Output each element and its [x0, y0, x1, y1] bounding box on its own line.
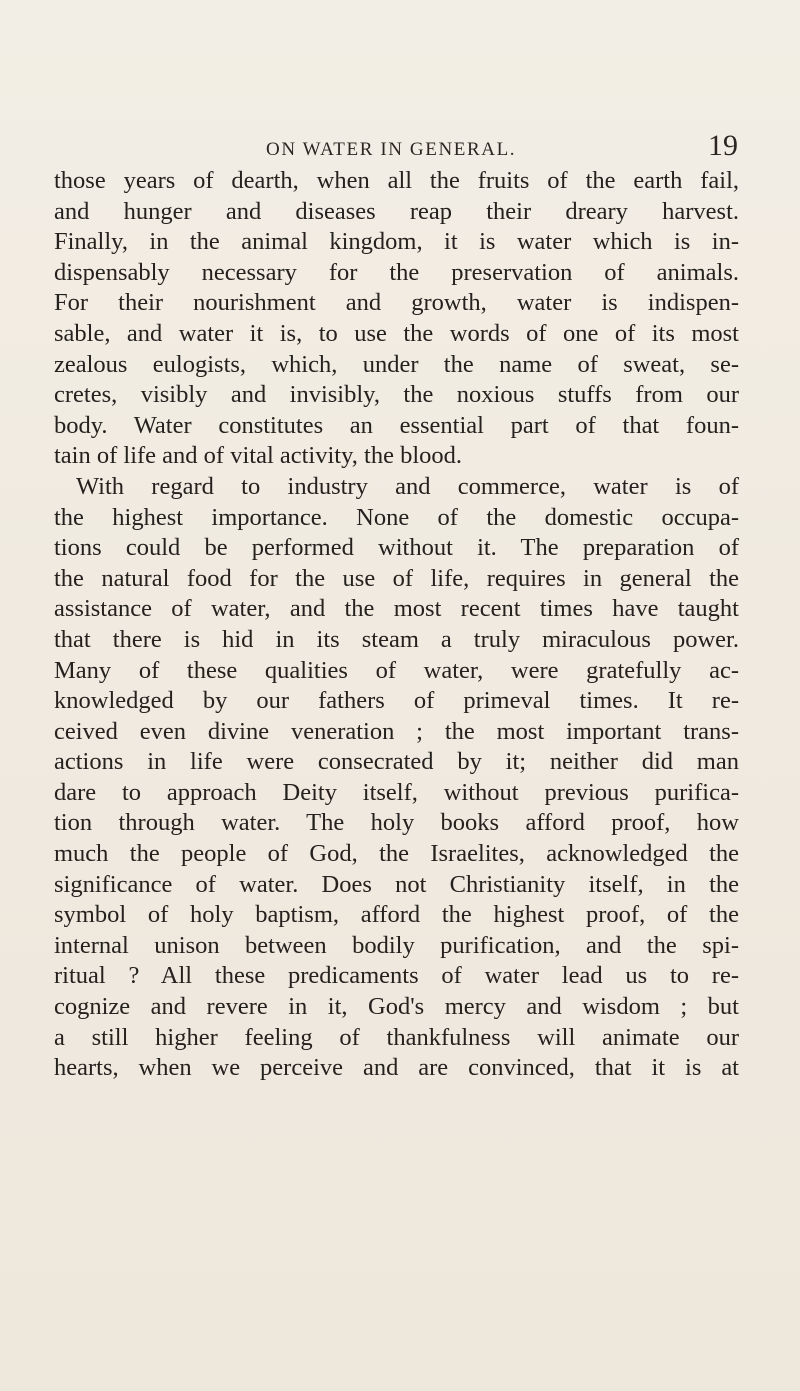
text-line: those years of dearth, when all the fruits of the earth fail, — [54, 167, 739, 194]
text-line: ceived even divine veneration ; the most important trans- — [54, 717, 739, 745]
text-line: For their nourishment and growth, water is indispen- — [54, 289, 739, 317]
text-line: tain of life and of vital activity, the blood. — [54, 442, 462, 470]
running-title: ON WATER IN GENERAL. — [266, 139, 517, 160]
text-line: and hunger and diseases reap their dreary harvest. — [54, 197, 739, 225]
text-line: cognize and revere in it, God's mercy and wisdom ; but — [54, 993, 739, 1021]
paragraph-start-line: With regard to industry and commerce, water is of — [76, 472, 739, 500]
text-line: Finally, in the animal kingdom, it is water which is in- — [54, 228, 739, 256]
text-line: tions could be performed without it. The preparation of — [54, 534, 739, 562]
text-line: sable, and water it is, to use the words of one of its most — [54, 319, 739, 347]
text-line: the natural food for the use of life, requires in general the — [54, 564, 739, 592]
text-line: hearts, when we perceive and are convinced, that it is at — [54, 1054, 739, 1082]
page-number: 19 — [708, 129, 738, 162]
text-line: internal unison between bodily purification, and the spi- — [54, 931, 739, 959]
text-line: much the people of God, the Israelites, acknowledged the — [54, 840, 739, 868]
text-line: the highest importance. None of the domestic occupa- — [54, 503, 739, 531]
text-line: actions in life were consecrated by it; neither did man — [54, 748, 739, 776]
text-line: tion through water. The holy books afford proof, how — [54, 809, 739, 837]
text-line: Many of these qualities of water, were gratefully ac- — [54, 656, 739, 684]
text-line: knowledged by our fathers of primeval times. It re- — [54, 687, 739, 715]
text-line: dispensably necessary for the preservation of animals. — [54, 258, 739, 286]
text-line: that there is hid in its steam a truly miraculous power. — [54, 625, 739, 653]
text-line: a still higher feeling of thankfulness will animate our — [54, 1023, 739, 1051]
text-line: ritual ? All these predicaments of water lead us to re- — [54, 962, 739, 990]
text-line: zealous eulogists, which, under the name of sweat, se- — [54, 350, 739, 378]
text-line: cretes, visibly and invisibly, the noxious stuffs from our — [54, 381, 739, 409]
running-head — [266, 129, 740, 163]
text-line: symbol of holy baptism, afford the highest proof, of the — [54, 901, 739, 929]
text-line: body. Water constitutes an essential part of that foun- — [54, 411, 739, 439]
text-line: dare to approach Deity itself, without previous purifica- — [54, 778, 739, 806]
text-line: assistance of water, and the most recent times have taught — [54, 595, 739, 623]
text-line: significance of water. Does not Christianity itself, in the — [54, 870, 739, 898]
body-text — [54, 166, 739, 1084]
